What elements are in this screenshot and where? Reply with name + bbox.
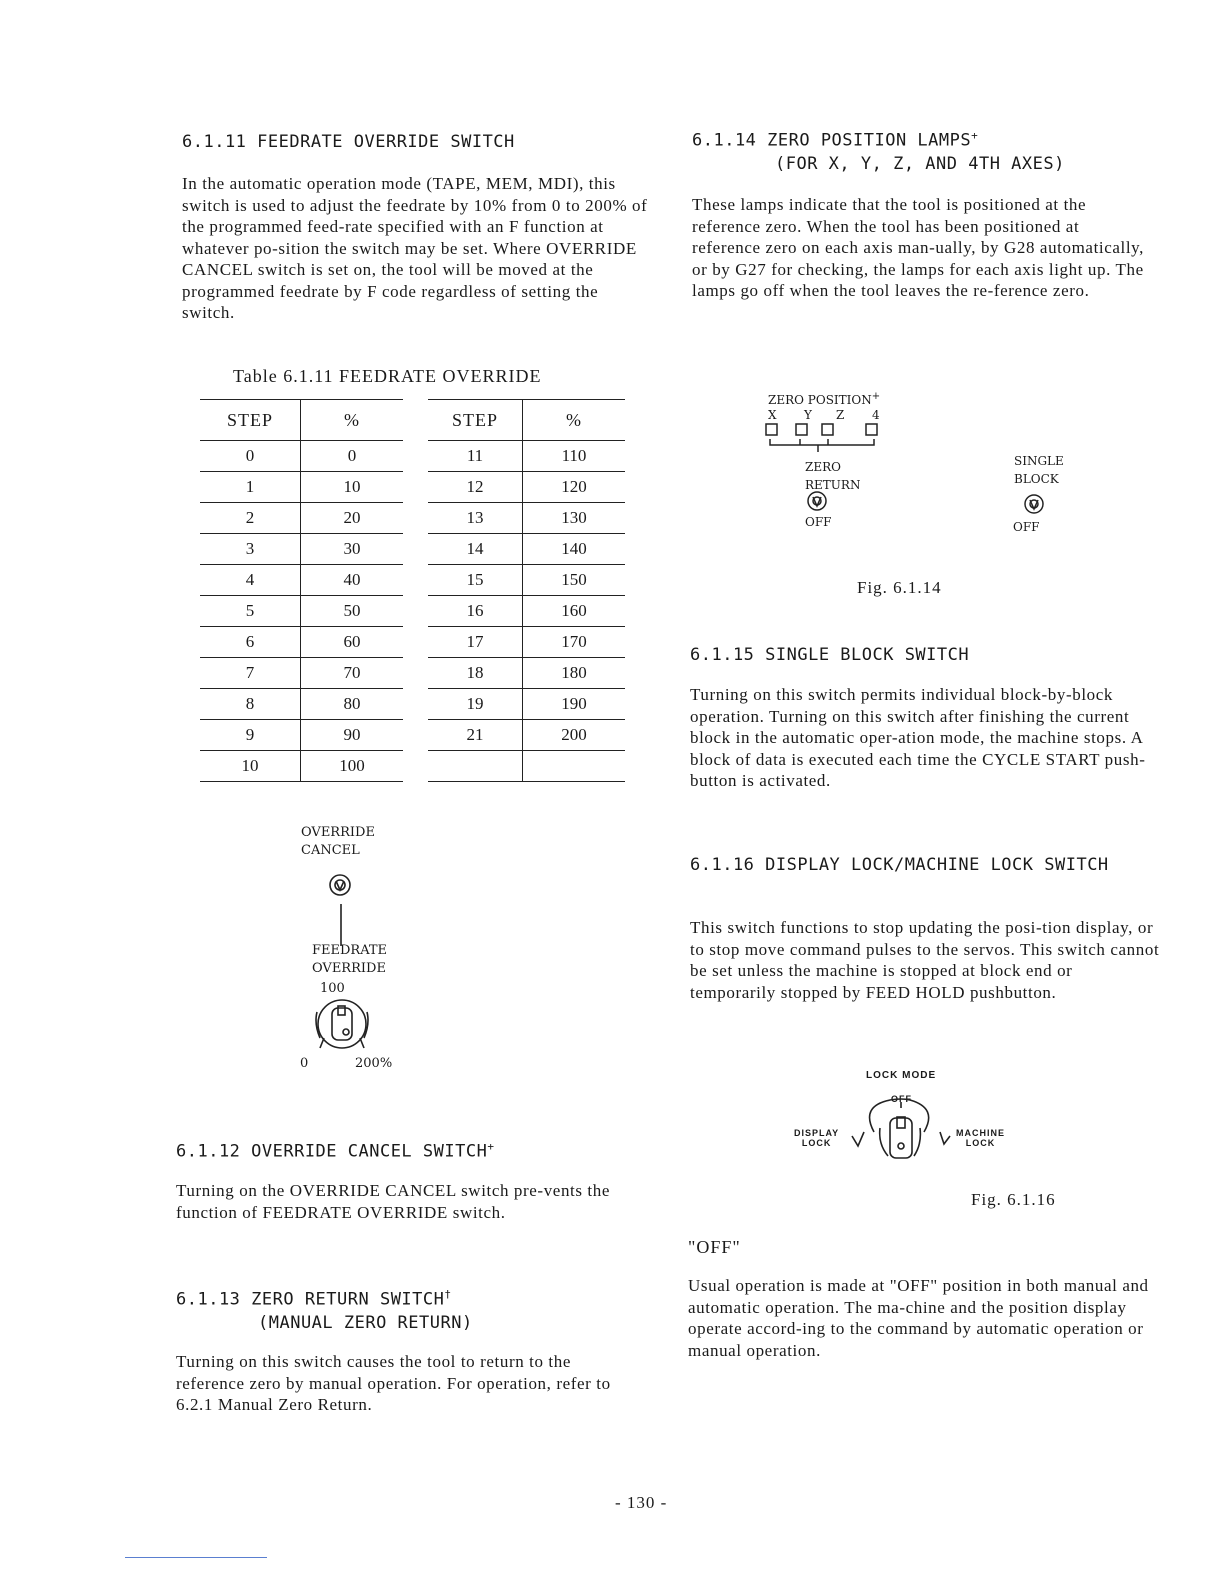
feedrate-override-table xyxy=(200,399,625,782)
rotary-knob-icon xyxy=(316,1000,368,1048)
display-lock-label: DISPLAY LOCK xyxy=(794,1128,840,1148)
section-6-1-14-body: These lamps indicate that the tool is positioned at the reference zero. When the tool has been positioned at reference zero on each axis man-ually, by G28 automatically, or by G27 for checking, the lamps for each axis light up. The lamps go off when the tool leaves the re-ference zero. xyxy=(692,195,1144,300)
dial-max-label: 200% xyxy=(355,1056,393,1071)
table-cell: 130 xyxy=(523,503,626,534)
table-cell: 4 xyxy=(200,565,301,596)
section-6-1-16-body: This switch functions to stop updating the posi-tion display, or to stop move command pulses to the servos. This switch cannot be set unless the machine is stopped at block end or temporarily stopped by FEED HOLD pushbutton. xyxy=(690,918,1160,1002)
table-cell: 15 xyxy=(428,565,523,596)
zero-return-label: ZERO RETURN xyxy=(805,460,861,492)
zero-position-figure xyxy=(760,384,1080,544)
table-cell: 70 xyxy=(301,658,404,689)
single-block-switch-icon xyxy=(1025,495,1043,513)
lamp-y-icon xyxy=(796,424,807,435)
table-cell: 170 xyxy=(523,627,626,658)
fig-6-1-14-caption: Fig. 6.1.14 xyxy=(857,578,942,597)
machine-lock-label: MACHINE LOCK xyxy=(956,1128,1005,1148)
table-cell: 9 xyxy=(200,720,301,751)
lock-mode-title: LOCK MODE xyxy=(866,1070,937,1081)
table-cell: 110 xyxy=(523,441,626,472)
table-cell: 3 xyxy=(200,534,301,565)
table-cell: 12 xyxy=(428,472,523,503)
table-cell: 100 xyxy=(301,751,404,782)
footer-rule xyxy=(125,1557,267,1558)
table-row xyxy=(200,720,625,751)
table-cell: 2 xyxy=(200,503,301,534)
zero-return-switch-icon xyxy=(808,492,826,510)
section-6-1-11-body: In the automatic operation mode (TAPE, MEM, MDI), this switch is used to adjust the feedrate by 10% from 0 to 200% of the programmed feed-rate specified with an F function at whatever po-sition the switch may be set. Where OVERRIDE CANCEL switch is set on, the tool will be moved at the programmed feedrate by F code regardless of setting the switch. xyxy=(182,174,648,322)
table-cell: 150 xyxy=(523,565,626,596)
single-block-off-label: OFF xyxy=(1013,520,1040,534)
table-cell: 120 xyxy=(523,472,626,503)
lamp-4-icon xyxy=(866,424,877,435)
fig-6-1-16-caption: Fig. 6.1.16 xyxy=(971,1190,1056,1209)
table-cell: 8 xyxy=(200,689,301,720)
table-row xyxy=(200,472,625,503)
dial-mid-label: 100 xyxy=(320,981,345,996)
axis-label-y: Y xyxy=(804,408,812,422)
section-6-1-14-title: 6.1.14 ZERO POSITION LAMPS+ xyxy=(692,129,979,151)
table-header-percent: % xyxy=(301,400,404,441)
section-6-1-14-subtitle: (FOR X, Y, Z, AND 4TH AXES) xyxy=(775,154,1065,174)
feedrate-override-label: FEEDRATE OVERRIDE xyxy=(312,943,388,976)
table-cell: 5 xyxy=(200,596,301,627)
zero-position-title: ZERO POSITION+ xyxy=(768,391,881,407)
section-6-1-13-subtitle: (MANUAL ZERO RETURN) xyxy=(258,1313,473,1333)
table-cell: 16 xyxy=(428,596,523,627)
table-cell: 18 xyxy=(428,658,523,689)
table-row xyxy=(200,503,625,534)
table-cell: 11 xyxy=(428,441,523,472)
lamp-z-icon xyxy=(822,424,833,435)
table-caption: Table 6.1.11 FEEDRATE OVERRIDE xyxy=(233,366,542,386)
table-header-row xyxy=(200,400,625,441)
section-6-1-12-title: 6.1.12 OVERRIDE CANCEL SWITCH+ xyxy=(176,1140,495,1162)
rotary-selector-icon xyxy=(852,1099,950,1158)
toggle-switch-icon xyxy=(330,875,350,895)
table-cell: 19 xyxy=(428,689,523,720)
table-row xyxy=(200,627,625,658)
table-cell: 180 xyxy=(523,658,626,689)
table-header-step: STEP xyxy=(200,400,301,441)
override-switch-figure xyxy=(290,822,430,1082)
table-cell: 90 xyxy=(301,720,404,751)
table-cell: 10 xyxy=(301,472,404,503)
lock-off-label: OFF xyxy=(891,1094,912,1104)
table-cell: 14 xyxy=(428,534,523,565)
dial-min-label: 0 xyxy=(300,1056,309,1071)
table-row xyxy=(200,658,625,689)
table-cell: 21 xyxy=(428,720,523,751)
table-cell: 60 xyxy=(301,627,404,658)
table-header-percent: % xyxy=(523,400,626,441)
section-6-1-15-title: 6.1.15 SINGLE BLOCK SWITCH xyxy=(690,645,970,665)
section-6-1-12-body: Turning on the OVERRIDE CANCEL switch pre-vents the function of FEEDRATE OVERRIDE switch. xyxy=(176,1181,611,1222)
override-cancel-label: OVERRIDE CANCEL xyxy=(301,825,375,858)
page-number: - 130 - xyxy=(615,1493,668,1512)
off-heading: "OFF" xyxy=(688,1237,741,1257)
table-row xyxy=(200,596,625,627)
table-header-step: STEP xyxy=(428,400,523,441)
table-cell: 50 xyxy=(301,596,404,627)
table-cell xyxy=(428,751,523,782)
table-cell: 0 xyxy=(301,441,404,472)
table-cell: 13 xyxy=(428,503,523,534)
table-cell: 17 xyxy=(428,627,523,658)
axis-label-z: Z xyxy=(836,408,845,422)
table-row xyxy=(200,751,625,782)
table-cell: 10 xyxy=(200,751,301,782)
section-6-1-15-body: Turning on this switch permits individual block-by-block operation. Turning on this switch after finishing the current block in the automatic oper-ation mode, the machine stops. A block of data is executed each time the CYCLE START push-button is activated. xyxy=(690,685,1146,790)
table-cell: 40 xyxy=(301,565,404,596)
table-cell: 190 xyxy=(523,689,626,720)
section-6-1-13-body: Turning on this switch causes the tool to return to the reference zero by manual operation. For operation, refer to 6.2.1 Manual Zero Return. xyxy=(176,1352,611,1414)
axis-label-x: X xyxy=(768,408,777,422)
single-block-label: SINGLE BLOCK xyxy=(1014,454,1064,486)
table-row xyxy=(200,534,625,565)
section-6-1-13-title: 6.1.13 ZERO RETURN SWITCH† xyxy=(176,1288,452,1310)
table-cell: 7 xyxy=(200,658,301,689)
lamp-x-icon xyxy=(766,424,777,435)
zero-return-off-label: OFF xyxy=(805,515,832,529)
table-row xyxy=(200,689,625,720)
table-cell: 1 xyxy=(200,472,301,503)
table-cell xyxy=(523,751,626,782)
table-cell: 20 xyxy=(301,503,404,534)
lock-mode-drawing xyxy=(790,1066,1030,1166)
lock-mode-figure xyxy=(790,1066,1030,1166)
table-cell: 30 xyxy=(301,534,404,565)
table-row xyxy=(200,565,625,596)
axis-label-4: 4 xyxy=(872,408,880,422)
table-cell: 200 xyxy=(523,720,626,751)
table-cell: 160 xyxy=(523,596,626,627)
table-row xyxy=(200,441,625,472)
table-cell: 0 xyxy=(200,441,301,472)
off-body: Usual operation is made at "OFF" position in both manual and automatic operation. The ma-chine and the position display operate accord-ing to the command by automatic operation or manual operation. xyxy=(688,1276,1149,1360)
table-cell: 6 xyxy=(200,627,301,658)
section-6-1-16-title: 6.1.16 DISPLAY LOCK/MACHINE LOCK SWITCH xyxy=(690,855,1109,875)
table-cell: 80 xyxy=(301,689,404,720)
table-cell: 140 xyxy=(523,534,626,565)
section-6-1-11-title: 6.1.11 FEEDRATE OVERRIDE SWITCH xyxy=(182,132,515,152)
